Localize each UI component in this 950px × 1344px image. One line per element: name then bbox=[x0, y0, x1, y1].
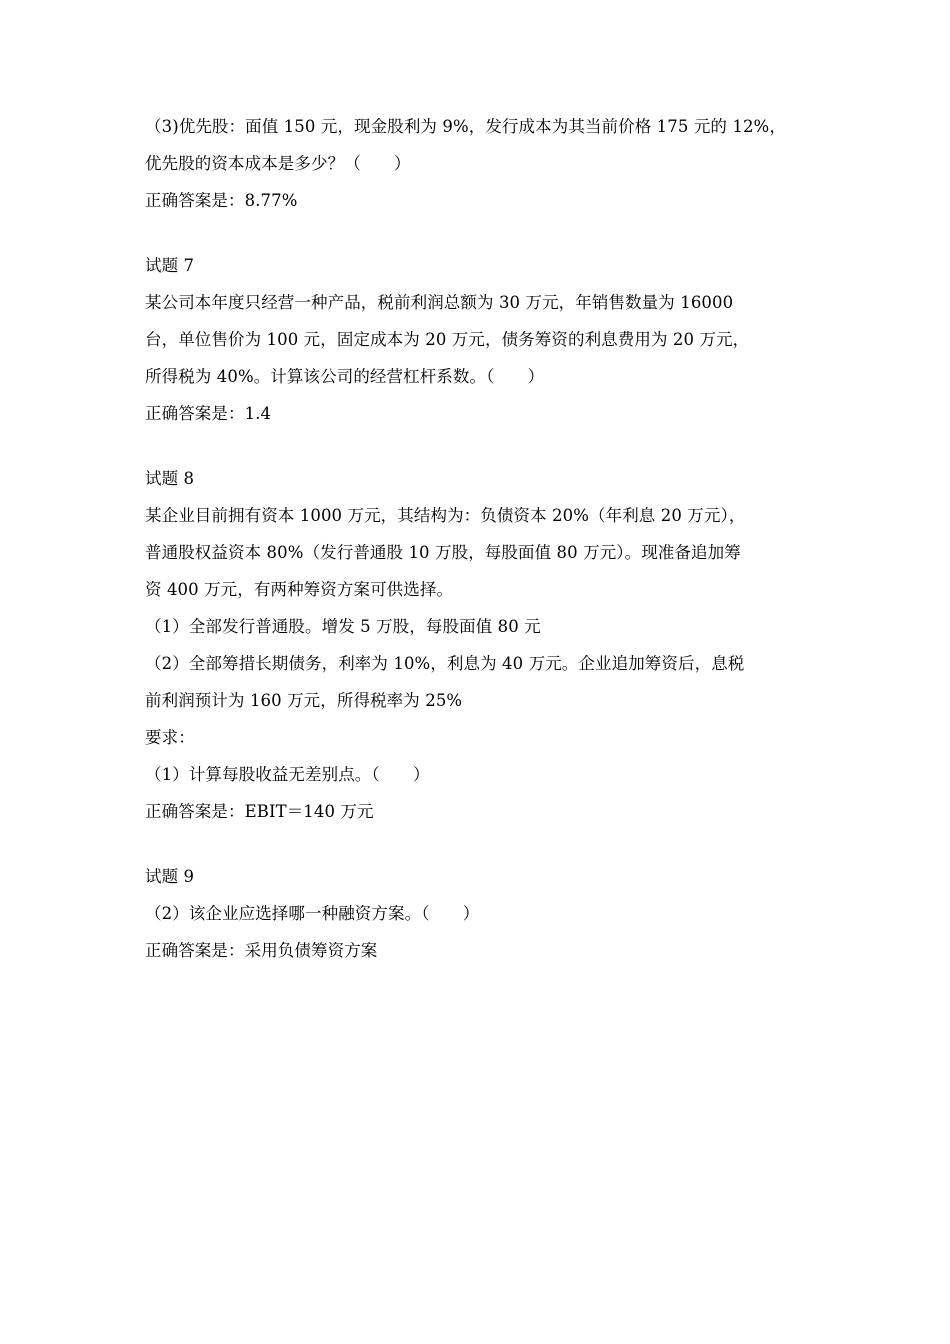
question-block-7 bbox=[145, 254, 810, 425]
requirement-label: 要求： bbox=[145, 728, 195, 747]
question-text: 所得税为 40%。计算该公司的经营杠杆系数。（ ） bbox=[145, 367, 545, 386]
question-block-6-part-3 bbox=[145, 115, 810, 212]
question-block-8 bbox=[145, 467, 810, 823]
question-text: 某企业目前拥有资本 1000 万元，其结构为：负债资本 20%（年利息 20 万元）， bbox=[145, 506, 746, 525]
question-text: 优先股的资本成本是多少？（ ） bbox=[145, 154, 411, 173]
question-text: 资 400 万元，有两种筹资方案可供选择。 bbox=[145, 580, 454, 599]
correct-answer: 正确答案是：采用负债筹资方案 bbox=[145, 941, 378, 960]
document-page bbox=[145, 115, 810, 976]
question-heading: 试题 9 bbox=[145, 867, 195, 886]
block-spacer bbox=[145, 439, 810, 467]
question-text: 某公司本年度只经营一种产品，税前利润总额为 30 万元，年销售数量为 16000 bbox=[145, 293, 734, 312]
option-text: （2）全部筹措长期债务，利率为 10%，利息为 40 万元。企业追加筹资后，息税 bbox=[145, 654, 745, 673]
question-text: （1）计算每股收益无差别点。（ ） bbox=[145, 765, 430, 784]
correct-answer: 正确答案是：EBIT＝140 万元 bbox=[145, 802, 374, 821]
option-text: （1）全部发行普通股。增发 5 万股，每股面值 80 元 bbox=[145, 617, 541, 636]
question-text: 台，单位售价为 100 元，固定成本为 20 万元，债务筹资的利息费用为 20 万元， bbox=[145, 330, 750, 349]
block-spacer bbox=[145, 837, 810, 865]
question-heading: 试题 7 bbox=[145, 256, 195, 275]
option-text: 前利润预计为 160 万元，所得税率为 25% bbox=[145, 691, 463, 710]
correct-answer: 正确答案是：1.4 bbox=[145, 404, 272, 423]
correct-answer: 正确答案是：8.77% bbox=[145, 191, 298, 210]
question-block-9 bbox=[145, 865, 810, 962]
block-spacer bbox=[145, 226, 810, 254]
question-text: （3)优先股：面值 150 元，现金股利为 9%，发行成本为其当前价格 175 元的 12%， bbox=[145, 117, 786, 136]
question-heading: 试题 8 bbox=[145, 469, 195, 488]
question-text: 普通股权益资本 80%（发行普通股 10 万股，每股面值 80 万元）。现准备追加筹 bbox=[145, 543, 741, 562]
question-text: （2）该企业应选择哪一种融资方案。（ ） bbox=[145, 904, 480, 923]
